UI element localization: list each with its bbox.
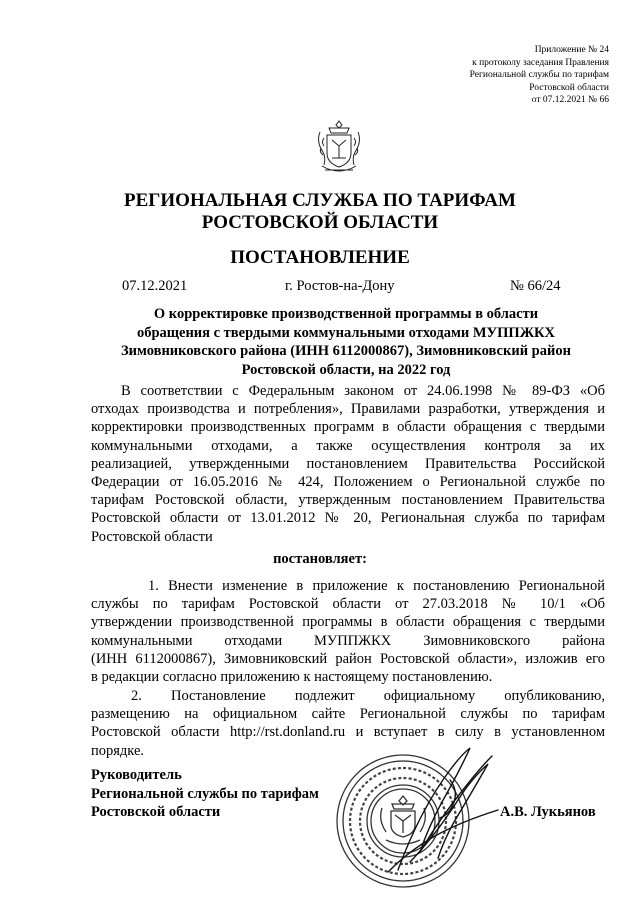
annex-line: от 07.12.2021 № 66 <box>531 95 609 106</box>
signer-name: А.В. Лукьянов <box>500 804 596 820</box>
paragraph-line: коммунальными отходами МУППЖКХ Зимовниковского района <box>91 632 605 649</box>
annex-line: Региональной службы по тарифам <box>469 70 609 81</box>
paragraph-line: 2. Постановление подлежит официальному опубликованию, <box>131 688 605 704</box>
preamble-paragraph <box>91 382 605 546</box>
document-number: № 66/24 <box>510 278 561 294</box>
annex-line: Ростовской области <box>529 82 609 93</box>
resolves-heading: постановляет: <box>273 551 367 567</box>
handwritten-signature-icon <box>380 740 520 880</box>
paragraph-line: тарифам Ростовской области, утвержденным постановлением Правительства <box>91 492 605 509</box>
signer-position-line: Руководитель <box>91 767 182 783</box>
signer-position-line: Ростовской области <box>91 804 221 820</box>
signature-block <box>91 766 351 822</box>
paragraph-line: в редакции согласно приложению к настоящему постановлению. <box>91 669 493 686</box>
paragraph-line: порядке. <box>91 742 145 759</box>
paragraph-line: службы по тарифам Ростовской области от 27.03.2018 № 10/1 «Об <box>91 596 605 613</box>
agency-name <box>0 190 640 234</box>
paragraph-line: Ростовской области http://rst.donland.ru и вступает в силу в установленном <box>91 724 605 741</box>
paragraph-line: В соответствии с Федеральным законом от 24.06.1998 № 89-ФЗ «Об <box>121 383 605 399</box>
paragraph-line: 1. Внести изменение в приложение к постановлению Региональной <box>148 578 605 594</box>
paragraph-line: утверждении производственной программы в области обращения с твердыми <box>91 614 605 631</box>
subject-line: О корректировке производственной программы в области <box>153 306 539 322</box>
document-subject <box>88 305 604 379</box>
subject-line: Ростовской области, на 2022 год <box>241 361 451 378</box>
paragraph-line: корректировки производственных программ в области обращения с твердыми <box>91 419 605 436</box>
paragraph-line: Ростовской области от 13.01.2012 № 20, Региональная служба по тарифам <box>91 510 605 527</box>
annex-line: Приложение № 24 <box>534 45 609 55</box>
subject-line: Зимовниковского района (ИНН 6112000867), Зимовниковский район <box>121 343 571 359</box>
annex-line: к протоколу заседания Правления <box>472 57 609 68</box>
paragraph-line: Федерации от 16.05.2016 № 424, Положением о Региональной службе по <box>91 474 605 491</box>
subject-line: обращения с твердыми коммунальными отходами МУППЖКХ <box>136 324 556 341</box>
agency-name-line: РОСТОВСКОЙ ОБЛАСТИ <box>201 212 439 233</box>
paragraph-line: коммунальными отходами, а также осуществления контроля за их <box>91 437 605 454</box>
coat-of-arms-icon <box>315 118 363 178</box>
paragraph-line: Ростовской области <box>91 528 213 545</box>
paragraph-line: (ИНН 6112000867), Зимовниковский район Ростовской области», изложив его <box>91 650 605 667</box>
paragraph-line: размещению на официальном сайте Региональной службы по тарифам <box>91 706 605 723</box>
document-type: ПОСТАНОВЛЕНИЕ <box>230 247 410 268</box>
item-1-paragraph <box>91 577 605 686</box>
paragraph-line: отходах производства и потребления», Правилами разработки, утверждения и <box>91 401 605 418</box>
item-2-paragraph <box>91 687 605 760</box>
signer-position-line: Региональной службы по тарифам <box>91 785 319 802</box>
document-place: г. Ростов-на-Дону <box>285 278 395 294</box>
document-date: 07.12.2021 <box>122 278 188 294</box>
annex-note <box>349 44 609 107</box>
agency-name-line: РЕГИОНАЛЬНАЯ СЛУЖБА ПО ТАРИФАМ <box>124 190 516 211</box>
paragraph-line: реализацией, утвержденными постановлением Правительства Российской <box>91 455 605 472</box>
